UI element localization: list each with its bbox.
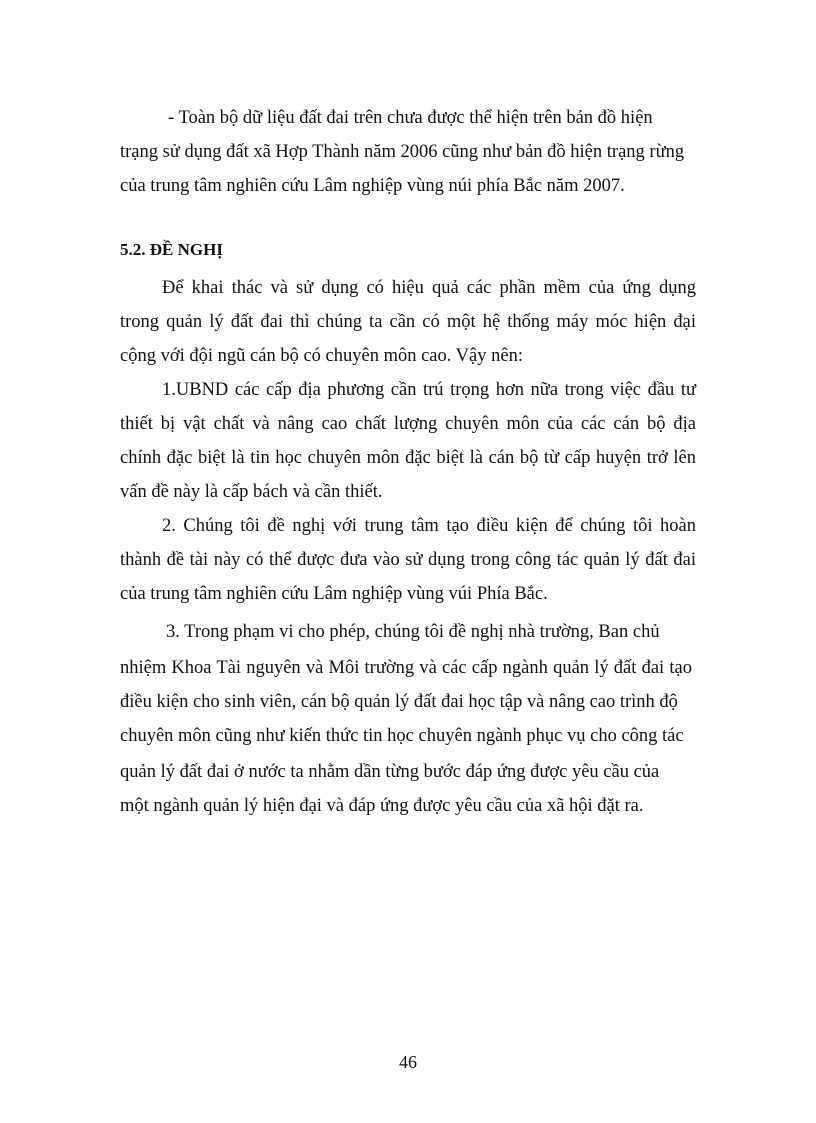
item-2-line-3: của trung tâm nghiên cứu Lâm nghiệp vùng vúi Phía Bắc.	[120, 584, 548, 604]
item-1-line-2: thiết bị vật chất và nâng cao chất lượng chuyên môn của các cán bộ địa	[120, 414, 696, 434]
item-1-line-4: vấn đề này là cấp bách và cần thiết.	[120, 482, 383, 502]
item-3-line-4: chuyên môn cũng như kiến thức tin học chuyên ngành phục vụ cho công tác	[120, 726, 684, 746]
item-3-line-6: một ngành quản lý hiện đại và đáp ứng được yêu cầu của xã hội đặt ra.	[120, 796, 644, 816]
intro-line-2: trong quản lý đất đai thì chúng ta cần có một hệ thống máy móc hiện đại	[120, 312, 696, 332]
item-3-line-2: nhiệm Khoa Tài nguyên và Môi trường và các cấp ngành quản lý đất đai tạo	[120, 658, 692, 678]
item-2-line-2: thành đề tài này có thể được đưa vào sử dụng trong công tác quản lý đất đai	[120, 550, 696, 570]
item-3-line-5: quản lý đất đai ở nước ta nhằm dần từng bước đáp ứng được yêu cầu của	[120, 762, 660, 782]
paragraph-1-line-1: - Toàn bộ dữ liệu đất đai trên chưa được thể hiện trên bản đồ hiện	[168, 108, 653, 128]
intro-line-1: Để khai thác và sử dụng có hiệu quả các phần mềm của ứng dụng	[162, 278, 696, 298]
section-heading: 5.2. ĐỀ NGHỊ	[120, 240, 223, 259]
item-1-line-3: chính đặc biệt là tin học chuyên môn đặc biệt là cán bộ từ cấp huyện trở lên	[120, 448, 696, 468]
page-number: 46	[399, 1052, 417, 1072]
item-2-line-1: 2. Chúng tôi đề nghị với trung tâm tạo điều kiện để chúng tôi hoàn	[162, 516, 696, 536]
paragraph-1-line-2: trạng sử dụng đất xã Hợp Thành năm 2006 cũng như bản đồ hiện trạng rừng	[120, 142, 685, 162]
item-3-line-3: điều kiện cho sinh viên, cán bộ quản lý đất đai học tập và nâng cao trình độ	[120, 692, 678, 712]
item-3-line-1: 3. Trong phạm vi cho phép, chúng tôi đề nghị nhà trường, Ban chủ	[166, 622, 660, 642]
paragraph-1-line-3: của trung tâm nghiên cứu Lâm nghiệp vùng núi phía Bắc năm 2007.	[120, 176, 625, 196]
intro-line-3: cộng với đội ngũ cán bộ có chuyên môn cao. Vậy nên:	[120, 346, 523, 366]
item-1-line-1: 1.UBND các cấp địa phương cần trú trọng hơn nữa trong việc đầu tư	[162, 380, 696, 400]
